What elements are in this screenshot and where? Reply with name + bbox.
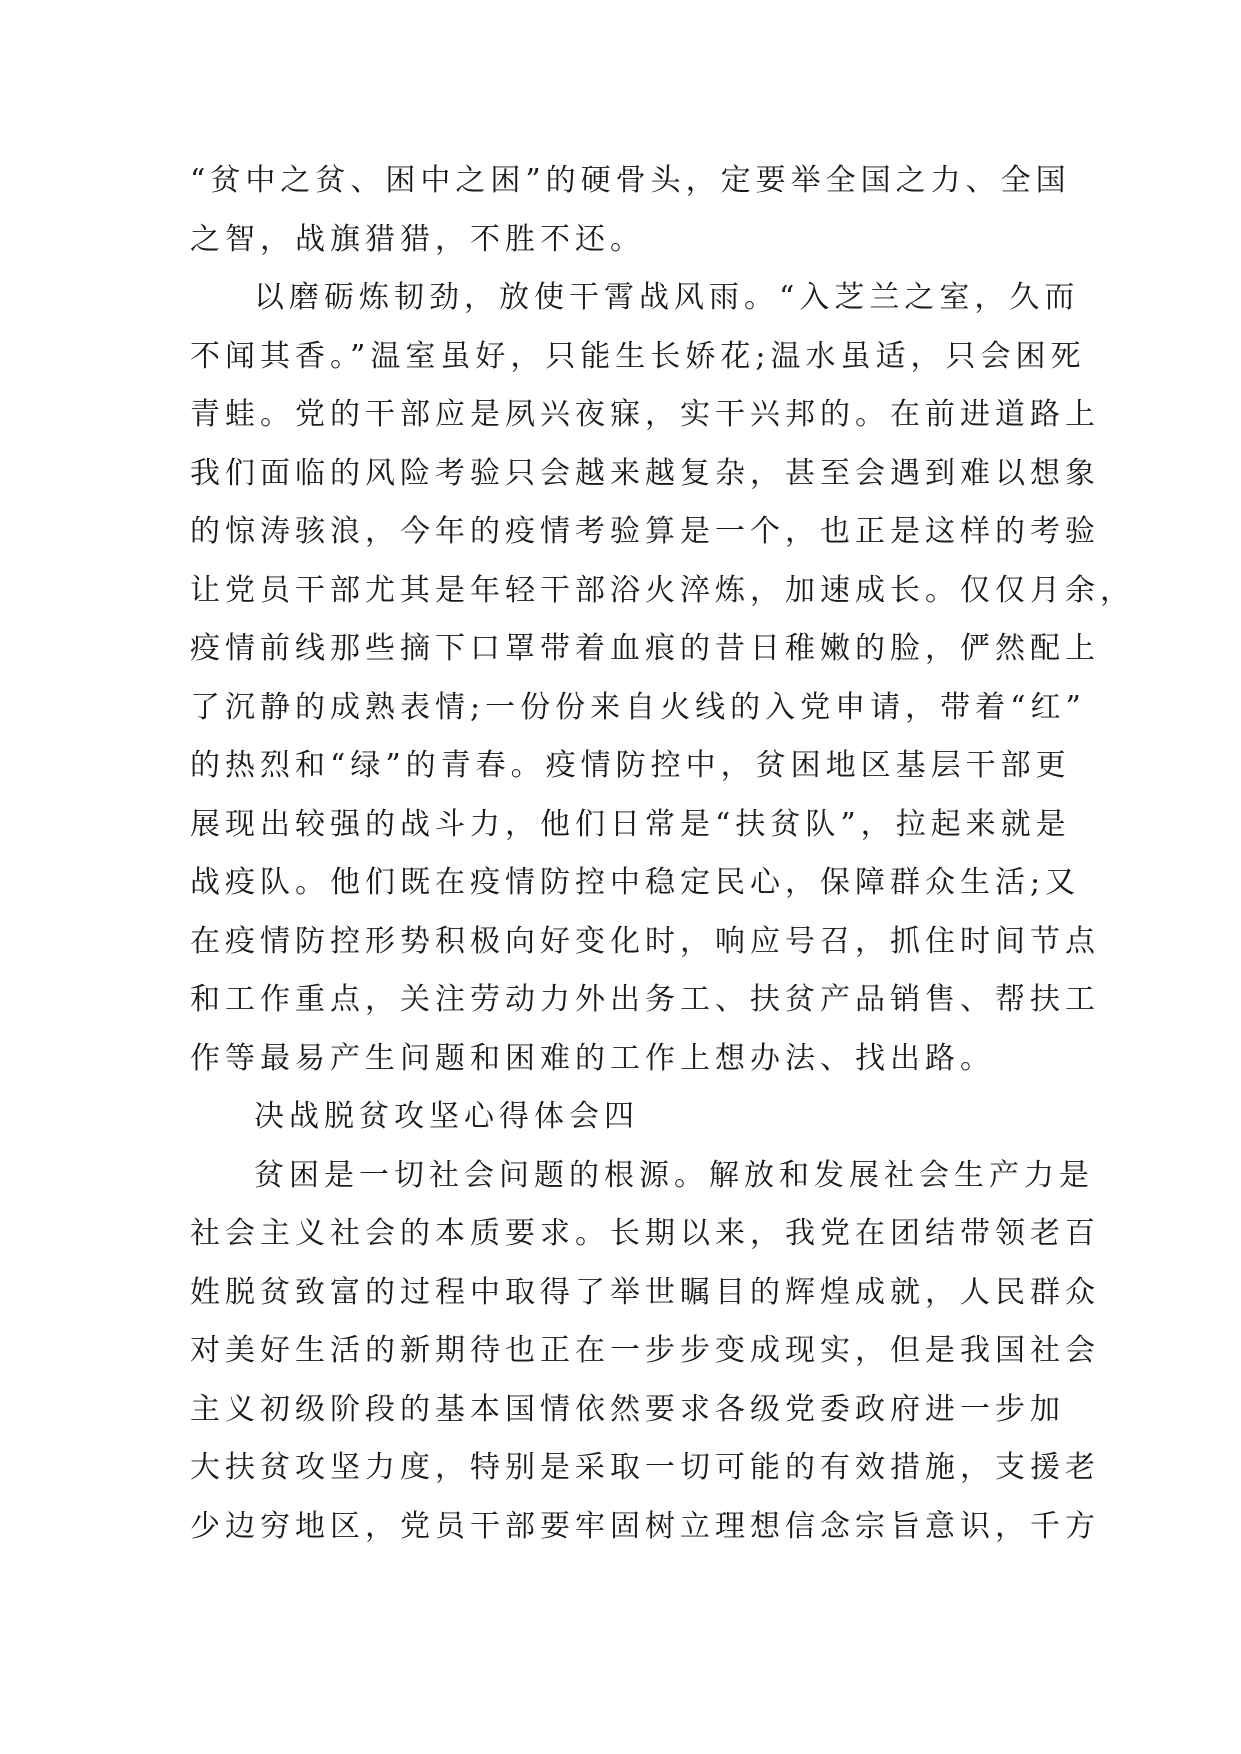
text-line: 少边穷地区，党员干部要牢固树立理想信念宗旨意识，千方 bbox=[190, 1508, 1100, 1544]
text-line: 姓脱贫致富的过程中取得了举世瞩目的辉煌成就，人民群众 bbox=[190, 1274, 1100, 1310]
text-line: 在疫情防控形势积极向好变化时，响应号召，抓住时间节点 bbox=[190, 923, 1100, 959]
text-line: 不闻其香。”温室虽好，只能生长娇花;温水虽适，只会困死 bbox=[190, 338, 1086, 374]
text-line: 之智，战旗猎猎，不胜不还。 bbox=[190, 221, 645, 257]
paragraph-start-line: 以磨砺炼韧劲，放使干霄战风雨。“入芝兰之室，久而 bbox=[254, 280, 1080, 315]
text-line: 疫情前线那些摘下口罩带着血痕的昔日稚嫩的脸，俨然配上 bbox=[190, 631, 1100, 666]
text-line: 的惊涛骇浪，今年的疫情考验算是一个，也正是这样的考验 bbox=[190, 514, 1100, 549]
paragraph-start-line: 贫困是一切社会问题的根源。解放和发展社会生产力是 bbox=[254, 1157, 1094, 1193]
text-line: 让党员干部尤其是年轻干部浴火淬炼，加速成长。仅仅月余， bbox=[190, 572, 1135, 608]
text-line: 的热烈和“绿”的青春。疫情防控中，贫困地区基层干部更 bbox=[190, 748, 1071, 783]
text-line: “贫中之贫、困中之困”的硬骨头，定要举全国之力、全国 bbox=[190, 163, 1071, 198]
text-line: 和工作重点，关注劳动力外出务工、扶贫产品销售、帮扶工 bbox=[190, 982, 1100, 1017]
text-line: 主义初级阶段的基本国情依然要求各级党委政府进一步加 bbox=[190, 1391, 1065, 1427]
text-line: 作等最易产生问题和困难的工作上想办法、找出路。 bbox=[190, 1040, 995, 1076]
text-line: 战疫队。他们既在疫情防控中稳定民心，保障群众生活;又 bbox=[190, 865, 1081, 900]
text-line: 展现出较强的战斗力，他们日常是“扶贫队”，拉起来就是 bbox=[190, 806, 1071, 842]
section-heading: 决战脱贫攻坚心得体会四 bbox=[254, 1099, 639, 1134]
text-line: 大扶贫攻坚力度，特别是采取一切可能的有效措施，支援老 bbox=[190, 1450, 1100, 1485]
text-line: 我们面临的风险考验只会越来越复杂，甚至会遇到难以想象 bbox=[190, 455, 1100, 491]
text-line: 对美好生活的新期待也正在一步步变成现实，但是我国社会 bbox=[190, 1333, 1100, 1368]
text-line: 了沉静的成熟表情;一份份来自火线的入党申请，带着“红” bbox=[190, 689, 1086, 725]
text-line: 社会主义社会的本质要求。长期以来，我党在团结带领老百 bbox=[190, 1216, 1100, 1251]
text-line: 青蛙。党的干部应是夙兴夜寐，实干兴邦的。在前进道路上 bbox=[190, 397, 1100, 432]
body-text bbox=[190, 152, 1135, 1556]
